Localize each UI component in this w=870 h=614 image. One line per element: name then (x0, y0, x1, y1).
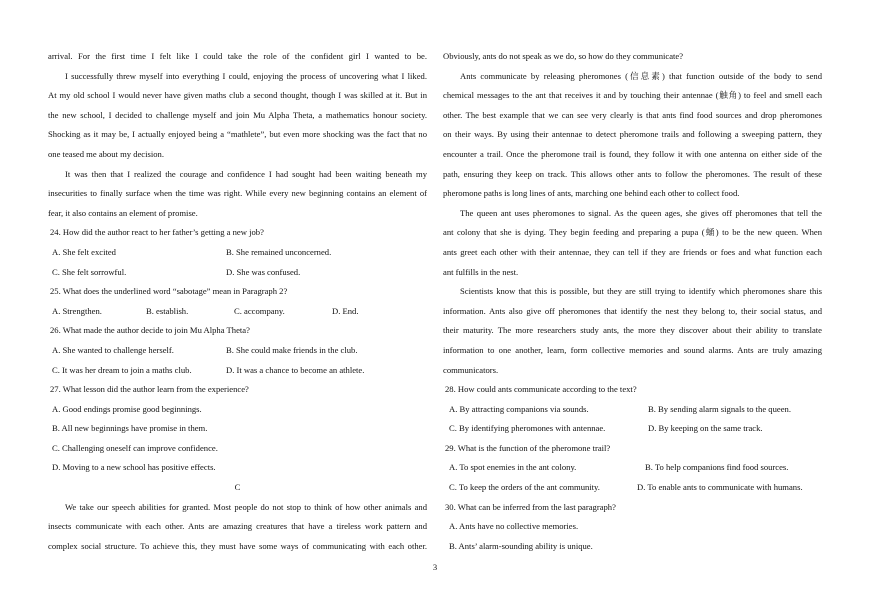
paragraph-line: pheromone paths is long lines of ants, marching one behind each other to collect food. (443, 188, 740, 199)
question-28-stem: 28. How could ants communicate according to the text? (445, 384, 637, 395)
question-24-options (48, 263, 427, 283)
paragraph-line: insects communicate with each other. Ants are amazing creatures that have a tireless work pattern and (48, 521, 427, 532)
option-a: A. Strengthen. (52, 305, 102, 316)
question-27-stem: 27. What lesson did the author learn from the experience? (50, 384, 249, 395)
left-column (48, 47, 427, 556)
paragraph-line: chemical messages to the ant that receives it and by touching their antennae (触角) to feel and smell each (443, 90, 822, 101)
paragraph-line: insecurities to finally surface when the time was right. While every new beginning contains an element of (48, 188, 427, 199)
paragraph-line: other. The best example that we can see very clearly is that ants find food sources and drop pheromones (443, 109, 822, 120)
paragraph-line: Ants communicate by releasing pheromones (信息素) that function outside of the body to send (460, 70, 822, 81)
paragraph-line: Shocking as it may be, I actually enjoyed being a “mathlete”, but even more shocking was the fact that no (48, 129, 427, 140)
paragraph-line: ants greet each other with their antennae, they can tell if they are friends or foes and what function each (443, 246, 822, 257)
option-a: A. She felt excited (52, 246, 116, 257)
option-b: B. She remained unconcerned. (226, 246, 332, 257)
paragraph-line: information. Ants also give off pheromones that identify the nest they belong to, their social status, and (443, 305, 822, 316)
question-24-stem: 24. How did the author react to her father’s getting a new job? (50, 227, 264, 238)
option-c: C. She felt sorrowful. (52, 266, 127, 277)
option-b: B. establish. (146, 305, 189, 316)
question-24-options (48, 243, 427, 263)
question-28-options (443, 419, 822, 439)
paragraph-line: It was then that I realized the courage and confidence I had sought had been waiting beneath my (65, 168, 427, 179)
paragraph-line: ant fulfills in the nest. (443, 266, 519, 277)
page-number: 3 (432, 562, 438, 572)
paragraph-line: information to one another, learn, form collective memories and sound alarms. Ants are truly amazing (443, 344, 822, 355)
question-25-stem: 25. What does the underlined word “sabotage” mean in Paragraph 2? (50, 286, 288, 297)
option-a: A. By attracting companions via sounds. (449, 403, 589, 414)
paragraph-line: The queen ant uses pheromones to signal. As the queen ages, she gives off pheromones that tell the (460, 207, 822, 218)
question-26-options (48, 341, 427, 361)
question-26-stem: 26. What made the author decide to join Mu Alpha Theta? (50, 325, 250, 336)
paragraph-line: Scientists know that this is possible, but they are still trying to identify which pheromones share this (460, 286, 822, 297)
question-29-options (443, 478, 822, 498)
option-c: C. accompany. (234, 305, 285, 316)
paragraph-line: the new school, I decided to challenge myself and join Mu Alpha Theta, a mathematics honour society. (48, 109, 427, 120)
paragraph-line: path, ensuring they keep on track. This allows other ants to follow the pheromones. The result of these (443, 168, 822, 179)
option-b: B. She could make friends in the club. (226, 344, 358, 355)
option-b: B. By sending alarm signals to the queen. (648, 403, 791, 414)
option-d: D. She was confused. (226, 266, 301, 277)
paragraph-line: fear, it also contains an element of promise. (48, 207, 198, 218)
paragraph-line: Obviously, ants do not speak as we do, so how do they communicate? (443, 51, 684, 61)
option-d: D. Moving to a new school has positive effects. (52, 462, 216, 473)
question-29-stem: 29. What is the function of the pheromone trail? (445, 442, 611, 453)
question-26-options (48, 361, 427, 381)
paragraph-line: encounter a trail. Once the pheromone trail is found, they follow it with one antenna on either side of the (443, 148, 822, 159)
option-c: C. By identifying pheromones with antennae. (449, 423, 606, 434)
option-c: C. To keep the orders of the ant community. (449, 482, 600, 493)
option-c: C. Challenging oneself can improve confidence. (52, 442, 218, 453)
option-b: B. All new beginnings have promise in them. (52, 423, 208, 434)
option-d: D. End. (332, 305, 359, 316)
paragraph-line: complex social structure. To achieve this, they must have some ways of communicating with each other. (48, 540, 427, 551)
option-a: A. Good endings promise good beginnings. (52, 403, 202, 414)
option-c: C. It was her dream to join a maths club. (52, 364, 192, 375)
option-d: D. To enable ants to communicate with humans. (637, 482, 803, 493)
paragraph-line: their maturity. The more researchers study ants, the more they discover about their ability to translate (443, 325, 822, 336)
paragraph-line: We take our speech abilities for granted. Most people do not stop to think of how other animals and (65, 501, 427, 512)
right-column (443, 47, 822, 556)
paragraph-line: communicators. (443, 364, 499, 375)
option-d: D. It was a chance to become an athlete. (226, 364, 365, 375)
paragraph-line: arrival. For the first time I felt like I could take the role of the confident girl I wanted to be. (48, 51, 427, 61)
option-b: B. To help companions find food sources. (645, 462, 789, 473)
option-a: A. To spot enemies in the ant colony. (449, 462, 577, 473)
paragraph-line: one teased me about my decision. (48, 148, 164, 159)
option-b: B. Ants’ alarm-sounding ability is unique. (449, 540, 593, 551)
question-28-options (443, 400, 822, 420)
paragraph-line: I successfully threw myself into everything I could, enjoying the process of uncovering what I liked. (65, 70, 427, 81)
paragraph-line: on their ways. By using their antennae to detect pheromone trails and following a sweeping pattern, they (443, 129, 822, 140)
option-a: A. Ants have no collective memories. (449, 521, 579, 532)
question-25-options (48, 302, 427, 322)
question-30-stem: 30. What can be inferred from the last paragraph? (445, 501, 616, 512)
option-d: D. By keeping on the same track. (648, 423, 763, 434)
option-a: A. She wanted to challenge herself. (52, 344, 174, 355)
paragraph-line: At my old school I would never have given maths club a second thought, though I was skilled at it. But in (48, 90, 427, 101)
question-29-options (443, 458, 822, 478)
section-heading: C (234, 482, 241, 493)
paragraph-line: ant colony that she is dying. They begin feeding and preparing a pupa (蛹) to be the new queen. When (443, 227, 822, 238)
